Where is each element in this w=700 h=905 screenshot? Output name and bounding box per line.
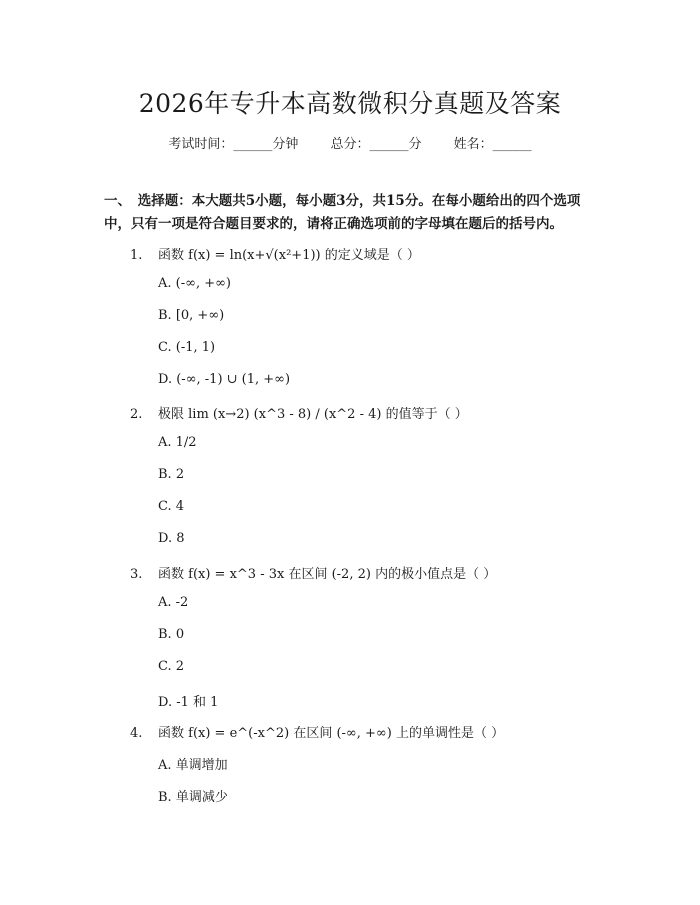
exam-info <box>0 133 700 152</box>
question-4-option-a: A. 单调增加 <box>158 758 228 773</box>
total-score-field: 总分：______分 <box>330 137 422 152</box>
question-3-option-a: A. -2 <box>158 595 189 610</box>
question-3 <box>130 563 496 582</box>
name-field: 姓名：______ <box>453 137 532 152</box>
question-1-option-c: C. (-1, 1) <box>158 340 216 355</box>
question-text: 函数 f(x) = e^(-x^2) 在区间 (-∞, +∞) 上的单调性是（ ） <box>158 726 505 741</box>
exam-time-field: 考试时间：______分钟 <box>168 137 299 152</box>
question-4-option-b: B. 单调减少 <box>158 790 228 805</box>
question-3-option-b: B. 0 <box>158 627 185 642</box>
section-heading: 一、 选择题：本大题共5小题，每小题3分，共15分。在每小题给出的四个选项中，只有一项是符合题目要求的，请将正确选项前的字母填在题后的括号内。 <box>104 193 581 232</box>
question-2-option-d: D. 8 <box>158 531 185 546</box>
question-1-option-a: A. (-∞, +∞) <box>158 276 232 291</box>
question-number: 1. <box>130 248 143 263</box>
question-text: 函数 f(x) = ln(x+√(x²+1)) 的定义域是（ ） <box>158 248 420 263</box>
question-2-option-c: C. 4 <box>158 499 185 514</box>
question-2 <box>130 403 468 422</box>
question-text: 极限 lim (x→2) (x^3 - 8) / (x^2 - 4) 的值等于（ ） <box>158 407 468 422</box>
question-number: 2. <box>130 407 143 422</box>
page-title: 2026年专升本高数微积分真题及答案 <box>138 89 562 118</box>
question-text: 函数 f(x) = x^3 - 3x 在区间 (-2, 2) 内的极小值点是（ ） <box>158 567 497 582</box>
question-3-option-c: C. 2 <box>158 659 185 674</box>
question-1-option-b: B. [0, +∞) <box>158 308 225 323</box>
question-2-option-a: A. 1/2 <box>158 435 197 450</box>
question-number: 4. <box>130 726 143 741</box>
question-1 <box>130 244 420 263</box>
question-number: 3. <box>130 567 143 582</box>
question-4 <box>130 722 504 741</box>
question-2-option-b: B. 2 <box>158 467 185 482</box>
question-3-option-d: D. -1 和 1 <box>158 695 219 710</box>
question-1-option-d: D. (-∞, -1) ∪ (1, +∞) <box>158 372 291 387</box>
